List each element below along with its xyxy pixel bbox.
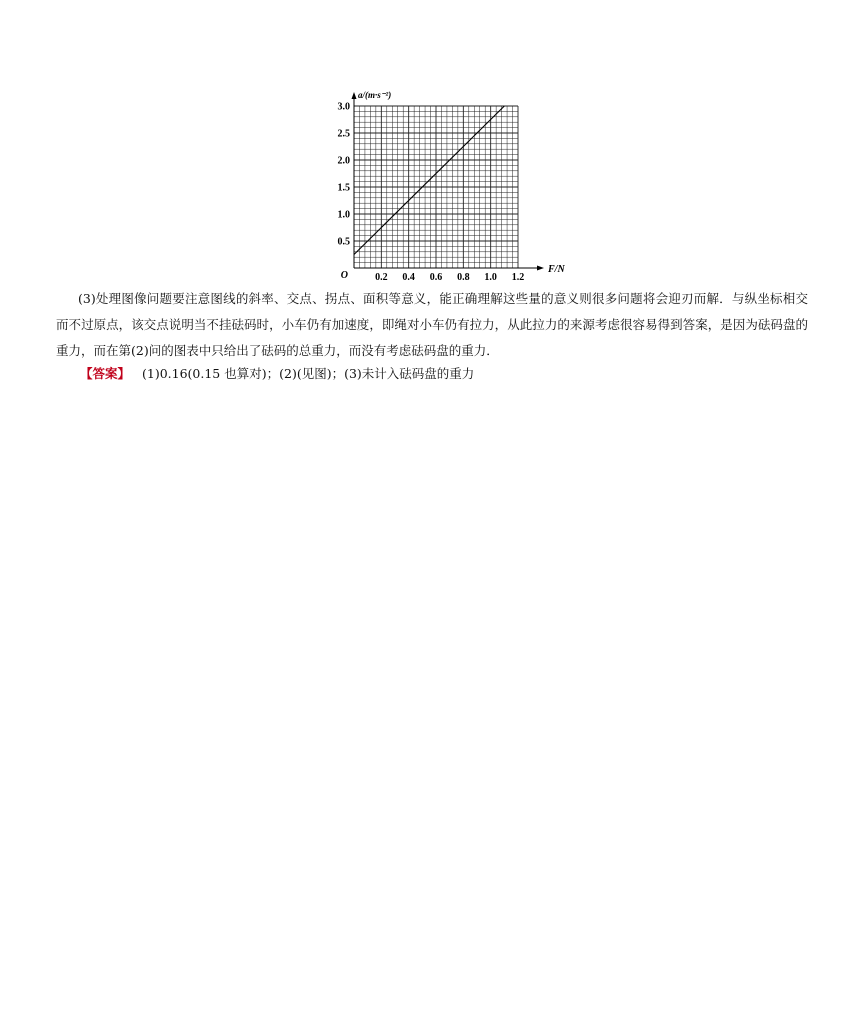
y-tick-label: 2.5 bbox=[337, 128, 350, 140]
acceleration-force-graph bbox=[326, 86, 565, 283]
x-tick-label: 1.0 bbox=[484, 272, 497, 283]
answer-line bbox=[80, 364, 474, 384]
y-tick-label: 1.5 bbox=[337, 182, 350, 194]
x-tick-label: 0.2 bbox=[375, 272, 388, 283]
y-axis-arrow bbox=[352, 92, 357, 99]
y-axis-label: a/(m·s⁻²) bbox=[358, 90, 392, 100]
y-tick-label: 0.5 bbox=[337, 236, 350, 248]
data-line bbox=[354, 106, 504, 255]
analysis-paragraph: (3)处理图像问题要注意图线的斜率、交点、拐点、面积等意义，能正确理解这些量的意义则很多问题将会迎刃而解．与纵坐标相交而不过原点，该交点说明当不挂砝码时，小车仍有加速度，即绳对小车仍有拉力，从此拉力的来源考虑很容易得到答案，是因为砝码盘的重力，而在第(2)问的图表中只给出了砝码的总重力，而没有考虑砝码盘的重力． bbox=[56, 291, 808, 358]
y-tick-label: 2.0 bbox=[337, 155, 350, 167]
x-tick-label: 0.8 bbox=[457, 272, 470, 283]
answer-text: (1)0.16(0.15 也算对)；(2)(见图)；(3)未计入砝码盘的重力 bbox=[142, 366, 475, 381]
x-tick-label: 0.4 bbox=[402, 272, 415, 283]
origin-label: O bbox=[340, 270, 348, 281]
x-axis-arrow bbox=[537, 266, 544, 271]
x-tick-label: 1.2 bbox=[511, 272, 525, 283]
x-axis-label: F/N bbox=[548, 264, 565, 275]
chart-svg bbox=[326, 86, 565, 283]
answer-tag: 【答案】 bbox=[80, 366, 131, 381]
y-tick-label: 1.0 bbox=[337, 209, 350, 221]
y-tick-label: 3.0 bbox=[337, 101, 350, 113]
x-tick-label: 0.6 bbox=[429, 272, 443, 283]
